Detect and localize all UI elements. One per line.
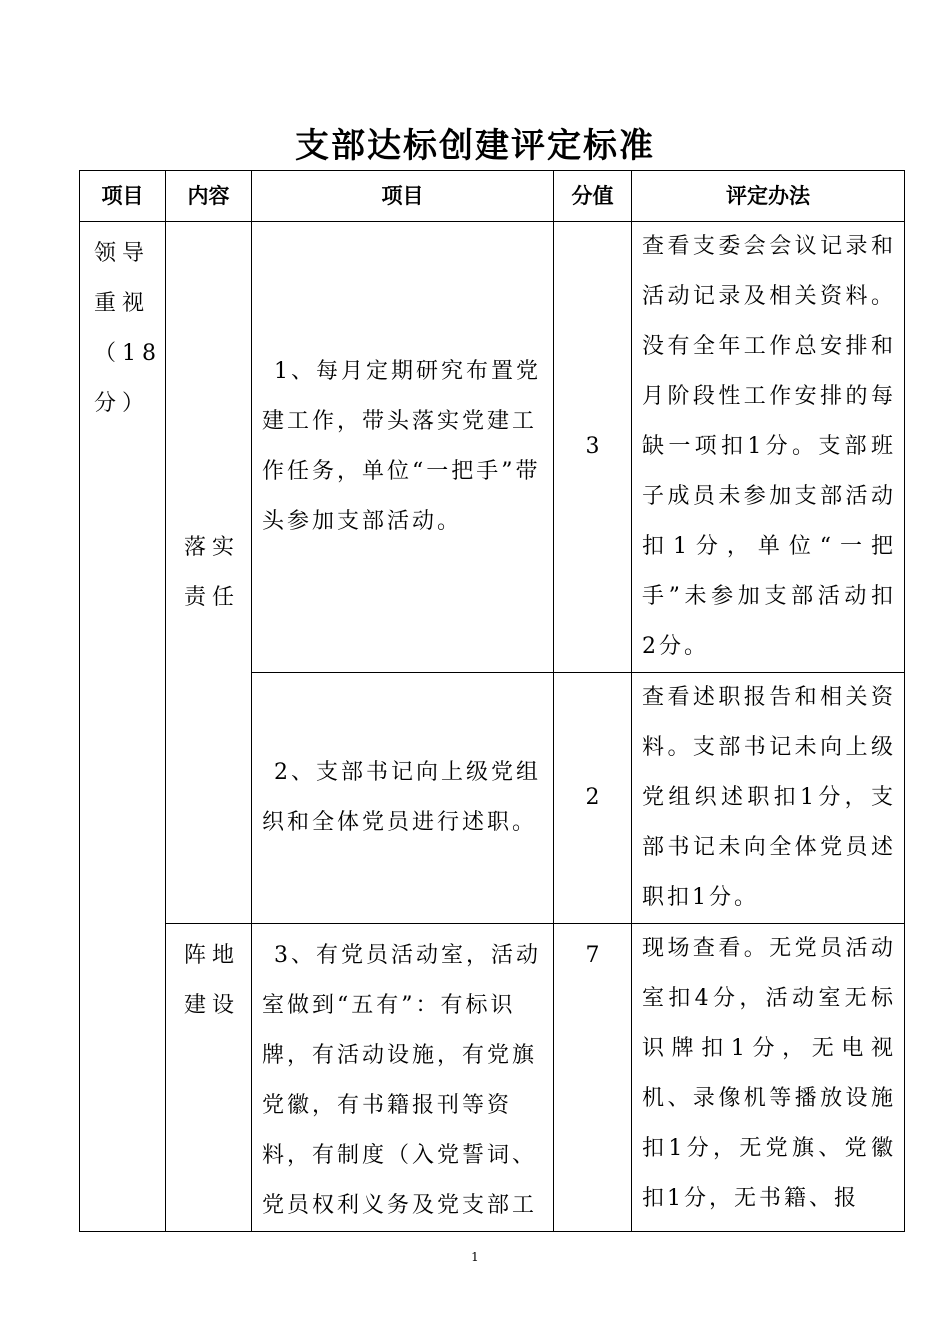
header-method: 评定办法 (632, 171, 905, 222)
standards-table (79, 170, 905, 1232)
item-text: 1、每月定期研究布置党建工作，带头落实党建工作任务，单位“一把手”带头参加支部活动。 (262, 359, 541, 534)
table-header-row (80, 171, 905, 222)
score-cell: 7 (554, 924, 632, 1232)
section-name: 领导重视（18分） (80, 222, 166, 1232)
content-cell: 阵地建设 (166, 924, 252, 1232)
method-text: 查看支委会会议记录和活动记录及相关资料。没有全年工作总安排和月阶段性工作安排的每缺一项扣1分。支部班子成员未参加支部活动扣1分，单位“一把手”未参加支部活动扣2分。 (632, 222, 905, 673)
score-cell: 3 (554, 222, 632, 673)
page-number: 1 (471, 1250, 479, 1264)
document-title: 支部达标创建评定标准 (295, 126, 655, 166)
table-row (80, 222, 905, 673)
item-text: 2、支部书记向上级党组织和全体党员进行述职。 (262, 760, 541, 835)
method-text: 现场查看。无党员活动室扣4分，活动室无标识牌扣1分，无电视机、录像机等播放设施扣1分，无党旗、党徽扣1分，无书籍、报 (632, 924, 905, 1232)
header-project: 项目 (80, 171, 166, 222)
content-cell: 落实责任 (166, 222, 252, 924)
header-item: 项目 (252, 171, 554, 222)
header-content: 内容 (166, 171, 252, 222)
table-row (80, 924, 905, 1232)
method-text: 查看述职报告和相关资料。支部书记未向上级党组织述职扣1分，支部书记未向全体党员述职扣1分。 (632, 673, 905, 924)
score-cell: 2 (554, 673, 632, 924)
item-text: 3、有党员活动室，活动室做到“五有”：有标识牌，有活动设施，有党旗党徽，有书籍报刊等资料，有制度（入党誓词、党员权利义务及党支部工 (262, 943, 541, 1218)
header-score: 分值 (554, 171, 632, 222)
